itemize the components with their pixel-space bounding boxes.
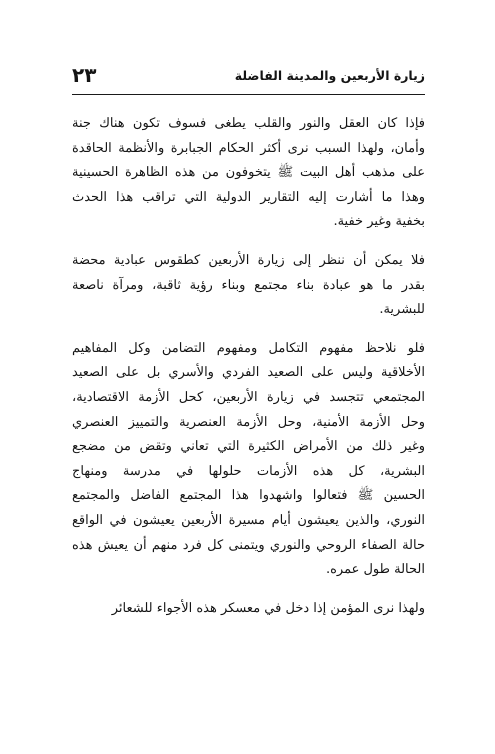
text-line: وحل الأزمة الأمنية، وحل الأزمة العنصرية والتمييز العنصري [72,414,425,430]
text-line: حالة الصفاء الروحي والنوري ويتمنى كل فرد منهم أن يعيش هذه [72,537,425,553]
text-line: وهذا ما أشارت إليه التقارير الدولية التي تراقب هذا الحدث [72,189,425,205]
body-text [72,112,425,621]
text-line: بخفية وغير خفية. [333,214,425,230]
page-number: ٢٣ [72,63,97,87]
text-line: للبشرية. [379,302,425,318]
text-line: فلو نلاحظ مفهوم التكامل ومفهوم التضامن وكل المفاهيم [72,340,425,356]
text-line: ولهذا نرى المؤمن إذا دخل في معسكر هذه الأجواء للشعائر [111,600,425,616]
text-line: الحالة طول عمره. [325,562,425,578]
text-line: النوري، والذين يعيشون أيام مسيرة الأربعين يعيشون في الواقع [72,512,425,528]
text-line: المجتمعي تتجسد في زيارة الأربعين، كحل الأزمة الاقتصادية، [72,389,425,405]
paragraph [72,249,425,323]
page-header [72,64,425,90]
text-line: البشرية، كل هذه الأزمات حلولها في مدرسة ومنهاج [72,463,425,479]
text-line: وأمان، ولهذا السبب نرى أكثر الحكام الجبابرة والأنظمة الحاقدة [72,140,425,156]
paragraph [72,597,425,622]
text-line: فلا يمكن أن ننظر إلى زيارة الأربعين كطقوس عبادية محضة [72,252,425,268]
text-line: وغير ذلك من الأمراض الكثيرة التي تعاني وتقض من مضجع [72,439,425,455]
header-rule [72,94,425,95]
text-line: على مذهب أهل البيت ﷺ يتخوفون من هذه الظاهرة الحسينية [72,165,425,181]
paragraph [72,337,425,583]
text-line: فإذا كان العقل والنور والقلب يطغى فسوف تكون هناك جنة [72,116,425,131]
text-line: بقدر ما هو عبادة بناء مجتمع وبناء رؤية ثاقبة، ومرآة ناصعة [72,277,425,293]
text-line: الحسين ﷺ فتعالوا واشهدوا هذا المجتمع الفاضل والمجتمع [72,488,425,504]
running-title: زيارة الأربعين والمدينة الفاضلة [234,68,425,83]
text-line: الأخلاقية وليس على الصعيد الفردي والأسري بل على الصعيد [72,365,425,381]
paragraph [72,112,425,235]
